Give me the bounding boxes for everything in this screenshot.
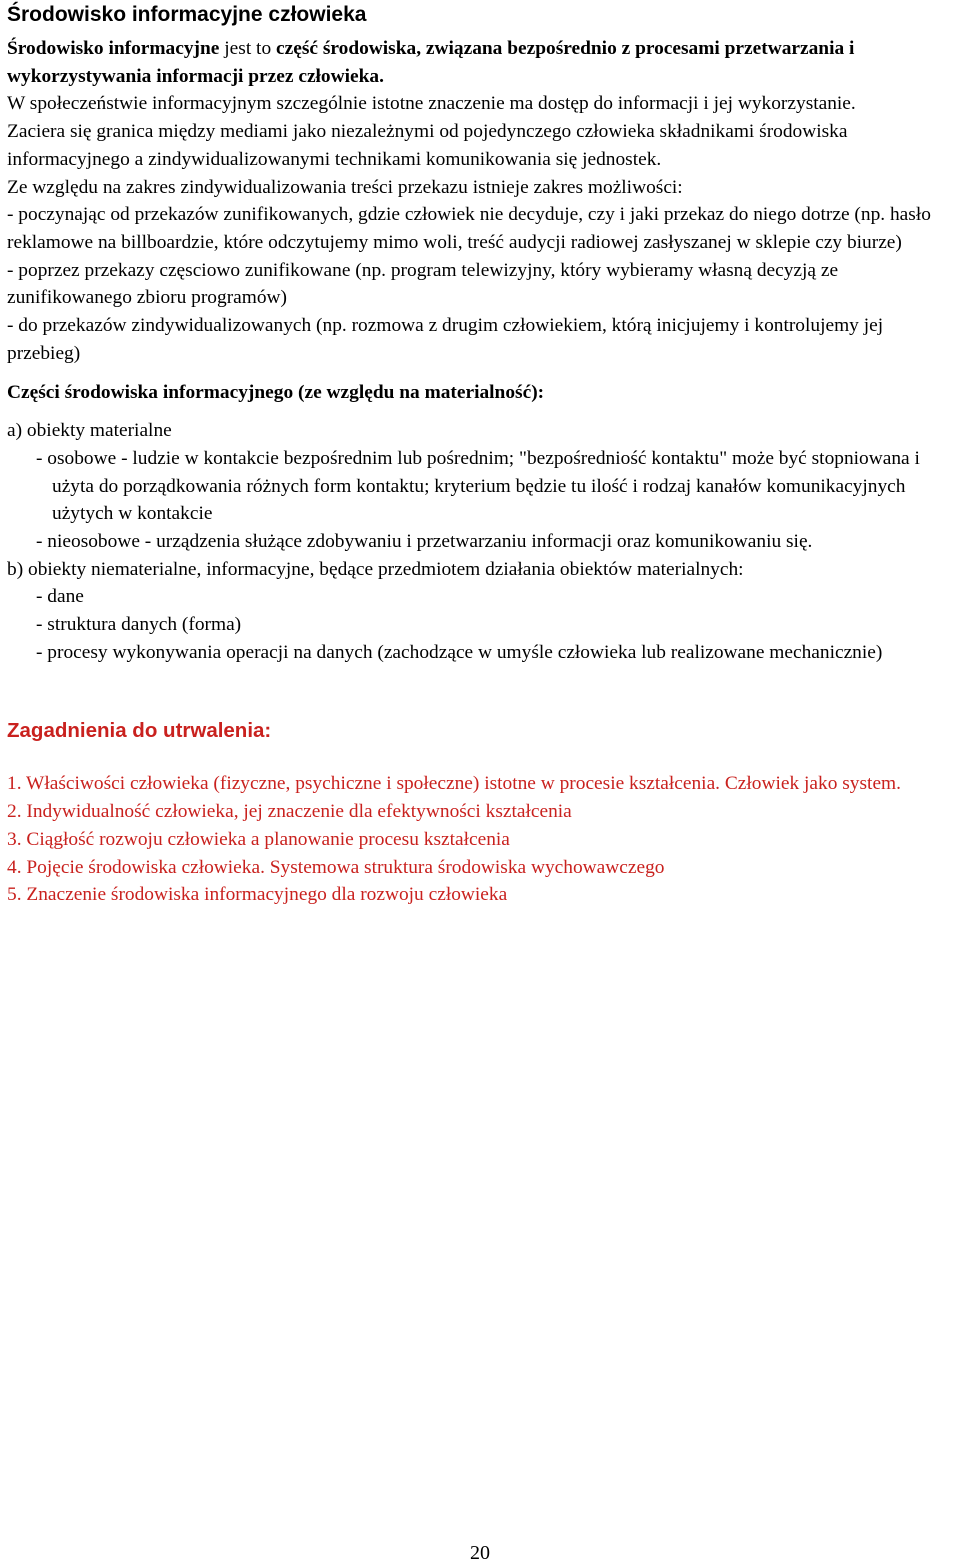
category-label-b: b) obiekty niematerialne, informacyjne, będące przedmiotem działania obiektów materialnych: <box>7 558 744 580</box>
page-number: 20 <box>470 1542 490 1564</box>
review-item: 4. Pojęcie środowiska człowieka. Systemowa struktura środowiska wychowawczego <box>7 856 665 878</box>
paragraph: - poczynając od przekazów zunifikowanych, gdzie człowiek nie decyduje, czy i jaki przekaz do niego dotrze (np. hasło reklamowe na billboardzie, które odczytujemy mimo woli, treść audycji radiowej zasłyszanej w sklepie czy biurze) <box>7 204 931 253</box>
list-item: - dane <box>36 586 84 608</box>
review-item: 2. Indywidualność człowieka, jej znaczenie dla efektywności kształcenia <box>7 801 572 823</box>
paragraph: - poprzez przekazy częsciowo zunifikowane (np. program telewizyjny, który wybieramy własną decyzją ze zunifikowanego zbioru programów) <box>7 259 839 309</box>
list-item: - osobowe - ludzie w kontakcie bezpośrednim lub pośrednim; "bezpośredniość kontaktu" może być stopniowana i użyta do porządkowania różnych form kontaktu; kryterium będzie tu ilość i rodzaj kanałów komunikacyjnych użytych w kontakcie <box>36 447 920 525</box>
paragraph: W społeczeństwie informacyjnym szczególnie istotne znaczenie ma dostęp do informacji i jej wykorzystanie. <box>7 93 856 115</box>
review-item: 1. Właściwości człowieka (fizyczne, psychiczne i społeczne) istotne w procesie kształcenia. Człowiek jako system. <box>7 773 901 795</box>
definition-connector: jest to <box>224 38 272 59</box>
paragraph: - do przekazów zindywidualizowanych (np. rozmowa z drugim człowiekiem, którą inicjujemy i kontrolujemy jej przebieg) <box>7 315 884 364</box>
definition-rest: część środowiska, związana bezpośrednio z procesami przetwarzania i wykorzystywania informacji przez człowieka. <box>7 38 855 87</box>
page-title: Środowisko informacyjne człowieka <box>7 3 367 26</box>
section-title: Części środowiska informacyjnego (ze względu na materialność): <box>7 382 545 404</box>
list-item: - nieosobowe - urządzenia służące zdobywaniu i przetwarzaniu informacji oraz komunikowaniu się. <box>36 530 813 552</box>
review-item: 5. Znaczenie środowiska informacyjnego dla rozwoju człowieka <box>7 884 508 906</box>
review-list <box>7 770 957 909</box>
paragraph: Ze względu na zakres zindywidualizowania treści przekazu istnieje zakres możliwości: <box>7 176 683 198</box>
category-label-a: a) obiekty materialne <box>7 420 172 442</box>
definition-term: Środowisko informacyjne <box>7 38 220 59</box>
review-title: Zagadnienia do utrwalenia: <box>7 719 272 743</box>
definition-paragraph <box>7 35 957 90</box>
list-item: - procesy wykonywania operacji na danych (zachodzące w umyśle człowieka lub realizowane mechanicznie) <box>36 641 883 663</box>
document-page <box>7 0 957 909</box>
list-item: - struktura danych (forma) <box>36 614 242 636</box>
review-item: 3. Ciągłość rozwoju człowieka a planowanie procesu kształcenia <box>7 828 510 850</box>
paragraph: Zaciera się granica między mediami jako niezależnymi od pojedynczego człowieka składnikami środowiska informacyjnego a zindywidualizowanymi technikami komunikowania się jednostek. <box>7 121 848 170</box>
